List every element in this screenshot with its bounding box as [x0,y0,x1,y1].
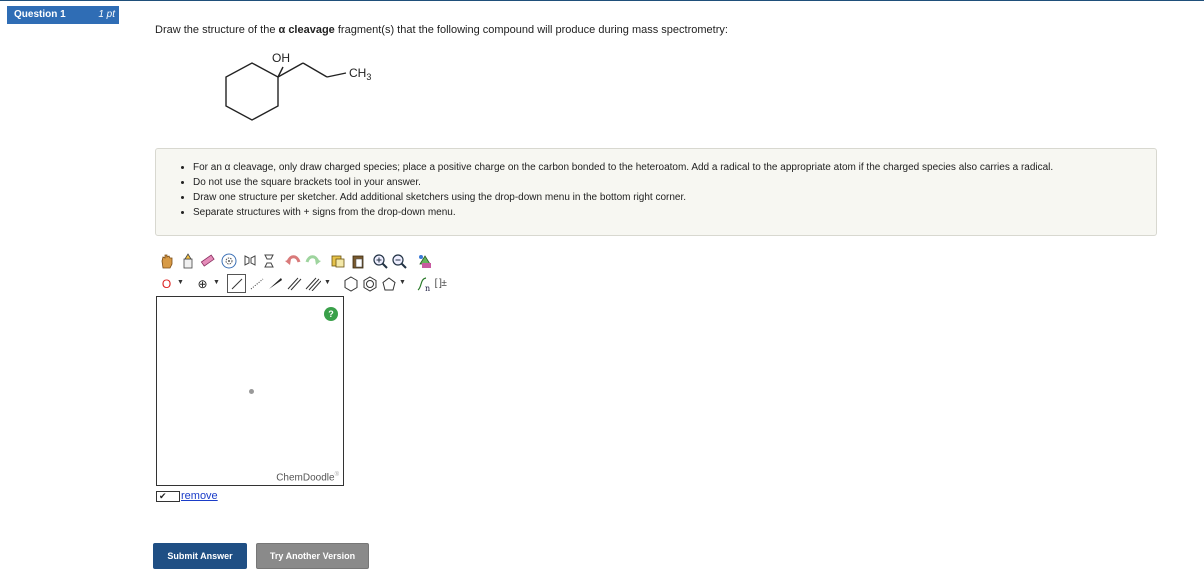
top-rule [0,0,1204,1]
instruction-item: • Draw one structure per sketcher. Add additional sketchers using the drop-down menu in the bottom right corner. [193,190,1156,205]
brand-text: ChemDoodle [276,472,335,483]
svg-text:n: n [424,283,430,293]
eraser-icon[interactable] [198,251,217,270]
question-label: Question 1 [14,9,66,20]
sgroup-bracket-tool[interactable]: [ ]± [434,278,447,289]
benzene-icon[interactable] [360,274,379,293]
cyclohexane-icon[interactable] [341,274,360,293]
prompt-emphasis: α cleavage [278,24,335,36]
instruction-item: • Separate structures with + signs from the drop-down menu. [193,205,1156,220]
double-bond-icon[interactable] [284,274,303,293]
remove-link[interactable]: remove [181,490,218,502]
clean-structure-icon[interactable] [415,251,434,270]
question-prompt [155,24,728,36]
ch3-subscript: 3 [366,72,372,82]
submit-answer-button[interactable]: Submit Answer [153,543,247,569]
question-badge [7,6,119,24]
redo-icon[interactable] [303,251,322,270]
prompt-text-end: fragment(s) that the following compound will produce during mass spectrometry: [334,24,728,36]
atom-dropdown-icon[interactable]: ▼ [177,279,184,286]
cyclopentane-icon[interactable] [379,274,398,293]
canvas-dot [249,389,254,394]
triple-bond-icon[interactable] [303,274,322,293]
zoom-out-icon[interactable] [389,251,408,270]
instruction-item: • For an α cleavage, only draw charged species; place a positive charge on the carbon bonded to the heteroatom. Add a radical to the appropriate atom if the charged species also carries a radical. [193,160,1156,175]
dashed-bond-icon[interactable] [247,274,266,293]
paste-icon[interactable] [348,251,367,270]
oh-label: OH [272,51,290,65]
clear-canvas-icon[interactable] [178,251,197,270]
single-bond-icon[interactable] [227,274,246,293]
brand-mark: ® [334,471,339,478]
compound-structure [215,48,385,138]
zoom-in-icon[interactable] [370,251,389,270]
bond-dropdown-icon[interactable]: ▼ [324,279,331,286]
lasso-icon[interactable] [219,251,238,270]
chain-bond-3 [327,73,346,77]
undo-icon[interactable] [283,251,302,270]
copy-icon[interactable] [328,251,347,270]
try-another-version-button[interactable]: Try Another Version [256,543,369,569]
cyclohexane-ring [226,63,278,120]
flip-vertical-icon[interactable] [259,251,278,270]
question-points: 1 pt [98,9,115,20]
sketcher-canvas[interactable] [156,296,344,486]
prompt-text-start: Draw the structure of the [155,24,279,36]
instructions-box [155,148,1157,236]
repeat-unit-icon[interactable] [413,274,432,293]
atom-oxygen-tool[interactable]: O [161,276,172,291]
sketcher-dropdown[interactable]: ✔ [156,491,180,502]
chain-bond-2 [303,63,327,77]
ring-dropdown-icon[interactable]: ▼ [399,279,406,286]
ch3-label [349,66,371,82]
charge-tool[interactable]: ⊕ [197,276,208,291]
flip-horizontal-icon[interactable] [240,251,259,270]
hand-tool-icon[interactable] [157,251,176,270]
ch3-main: CH [349,66,367,80]
instruction-item: • Do not use the square brackets tool in your answer. [193,175,1156,190]
chemdoodle-brand [276,472,339,483]
wedge-bond-icon[interactable] [265,274,284,293]
charge-dropdown-icon[interactable]: ▼ [213,279,220,286]
help-icon[interactable]: ? [324,307,338,321]
